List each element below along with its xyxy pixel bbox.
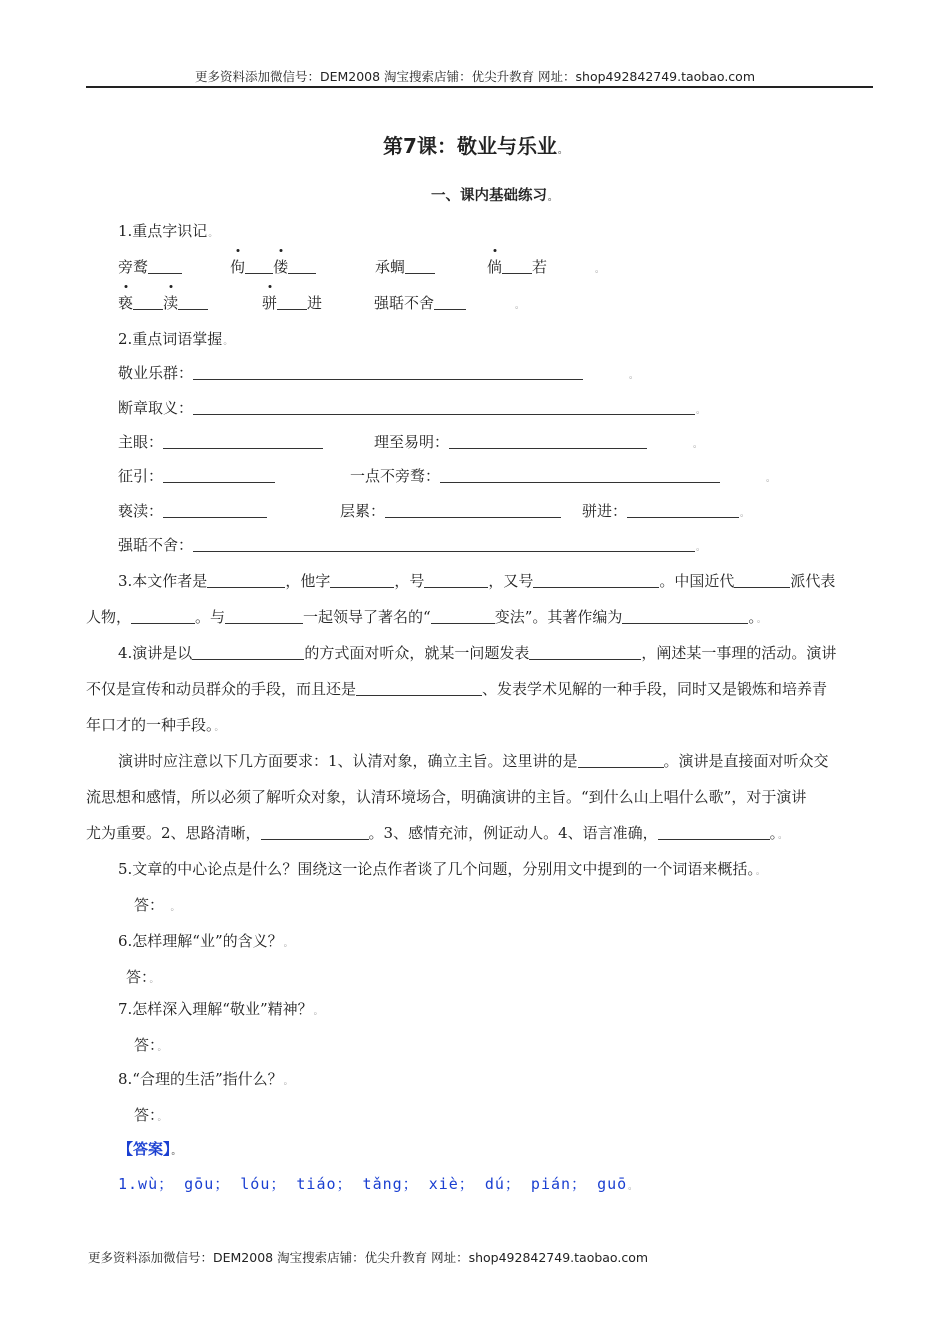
q3-line2: 人物， 。与 一起领导了著名的“ 变法”。其著作编为 。。	[86, 608, 766, 626]
answer-blank[interactable]	[277, 295, 307, 310]
answer-blank[interactable]	[356, 681, 482, 696]
answer-blank[interactable]	[193, 400, 695, 415]
term-yidianbupangwu: 一点不旁骛： 。	[350, 467, 776, 485]
q4-para-line1: 演讲时应注意以下几方面要求：1、认清对象，确立主旨。这里讲的是 。演讲是直接面对听众交	[118, 752, 829, 770]
q1-item-xiedu	[118, 292, 208, 313]
q1-item-pianjin	[262, 292, 322, 313]
char-qiangguo: 强聒不舍	[374, 294, 435, 312]
q1-item-tangruo	[487, 256, 547, 277]
char-du: 渎	[163, 294, 179, 312]
answer-blank[interactable]	[148, 259, 182, 274]
q1-item-chengtiao	[375, 256, 435, 277]
q6: 6.怎样理解“业”的含义？。	[118, 932, 293, 950]
page-header: 更多资料添加微信号：DEM2008 淘宝搜索店铺：优尖升教育 网址：shop492842749.taobao.com	[194, 69, 756, 84]
answer-blank[interactable]	[434, 295, 466, 310]
q4-line3: 年口才的一种手段。。	[86, 716, 224, 734]
q4-para-line3: 尤为重要。2、思路清晰， 。3、感情充沛，例证动人。4、语言准确， 。。	[86, 824, 788, 842]
q6-answer[interactable]: 答：。	[126, 968, 159, 986]
answer-blank[interactable]	[207, 573, 285, 588]
char-lou: 偻	[273, 258, 289, 276]
answer-blank[interactable]	[133, 295, 163, 310]
term-pianjin: 骈进： 。	[582, 502, 750, 520]
q5-answer[interactable]: 答： 。	[134, 896, 180, 914]
char-gou: 佝	[230, 258, 246, 276]
q3-line1: 3.本文作者是 ，他字 ，号 ，又号 。中国近代 派代表	[118, 572, 836, 590]
char-chengtiao: 承蜩	[375, 258, 406, 276]
q2-label: 2.重点词语掌握。	[118, 330, 233, 348]
page-footer: 更多资料添加微信号：DEM2008 淘宝搜索店铺：优尖升教育 网址：shop492842749.taobao.com	[88, 1250, 649, 1265]
header-rule	[86, 86, 873, 88]
answer-blank[interactable]	[431, 609, 495, 624]
answer-blank[interactable]	[449, 434, 647, 449]
answer-blank[interactable]	[193, 365, 583, 380]
answer-blank[interactable]	[163, 468, 275, 483]
term-zhuyan: 主眼：	[118, 431, 323, 452]
term-qiangguobushe: 强聒不舍： 。	[118, 536, 706, 554]
char-ruo: 若	[532, 258, 548, 276]
section-heading: 一、课内基础练习。	[430, 188, 557, 204]
answer-blank[interactable]	[627, 503, 739, 518]
answer-blank[interactable]	[193, 537, 695, 552]
q4-para-line2: 流思想和感情，所以必须了解听众对象，认清环境场合，明确演讲的主旨。“到什么山上唱什么歌”，对于演讲	[86, 788, 807, 806]
q4-line2: 不仅是宣传和动员群众的手段，而且还是 、发表学术见解的一种手段，同时又是锻炼和培养青	[86, 680, 828, 698]
term-duanzhangquyi: 断章取义： 。	[118, 399, 706, 417]
answer-blank[interactable]	[163, 434, 323, 449]
answer-blank[interactable]	[225, 609, 303, 624]
answer-blank[interactable]	[385, 503, 561, 518]
answer-blank[interactable]	[734, 573, 790, 588]
q8: 8.“合理的生活”指什么？。	[118, 1070, 293, 1088]
answer-1: 1.wù； gōu； lóu； tiáo； tǎng； xiè； dú； pián； guō。	[118, 1175, 639, 1193]
answer-blank[interactable]	[288, 259, 316, 274]
q7: 7.怎样深入理解“敬业”精神？。	[118, 1000, 323, 1018]
answer-blank[interactable]	[405, 259, 435, 274]
answer-blank[interactable]	[192, 645, 304, 660]
answer-blank[interactable]	[131, 609, 195, 624]
term-xiedu: 亵渎：	[118, 500, 267, 521]
q4-line1: 4.演讲是以 的方式面对听众，就某一问题发表 ，阐述某一事理的活动。演讲	[118, 644, 837, 662]
lesson-title: 第7课：敬业与乐业。	[383, 134, 567, 158]
answer-heading: 【答案】。	[118, 1140, 181, 1158]
q1-row1	[118, 256, 182, 277]
answer-blank[interactable]	[330, 573, 394, 588]
q7-answer[interactable]: 答：。	[134, 1036, 167, 1054]
char-pangwu: 旁鹜	[118, 258, 149, 276]
q1-item-goulou	[230, 256, 316, 277]
char-pian: 骈	[262, 294, 278, 312]
answer-blank[interactable]	[261, 825, 369, 840]
answer-blank[interactable]	[440, 468, 720, 483]
q1-item-qiangguo	[374, 292, 466, 313]
term-zhengyin: 征引：	[118, 465, 275, 486]
q8-answer[interactable]: 答：。	[134, 1106, 167, 1124]
answer-blank[interactable]	[245, 259, 273, 274]
char-jin: 进	[307, 294, 323, 312]
answer-blank[interactable]	[163, 503, 267, 518]
answer-blank[interactable]	[533, 573, 659, 588]
char-tang: 倘	[487, 258, 503, 276]
char-xie: 亵	[118, 294, 134, 312]
paragraph-mark: 。	[595, 265, 605, 275]
q5: 5.文章的中心论点是什么？围绕这一论点作者谈了几个问题，分别用文中提到的一个词语来概括。。	[118, 860, 765, 878]
answer-blank[interactable]	[622, 609, 748, 624]
term-cenglei: 层累：	[340, 500, 561, 521]
answer-blank[interactable]	[529, 645, 641, 660]
answer-blank[interactable]	[502, 259, 532, 274]
term-lizhiyiming: 理至易明： 。	[374, 433, 703, 451]
paragraph-mark: 。	[515, 301, 525, 311]
answer-blank[interactable]	[178, 295, 208, 310]
answer-blank[interactable]	[424, 573, 488, 588]
q1-label: 1.重点字识记。	[118, 222, 218, 240]
answer-blank[interactable]	[578, 753, 664, 768]
term-jingyelequn: 敬业乐群： 。	[118, 364, 639, 382]
answer-blank[interactable]	[658, 825, 770, 840]
